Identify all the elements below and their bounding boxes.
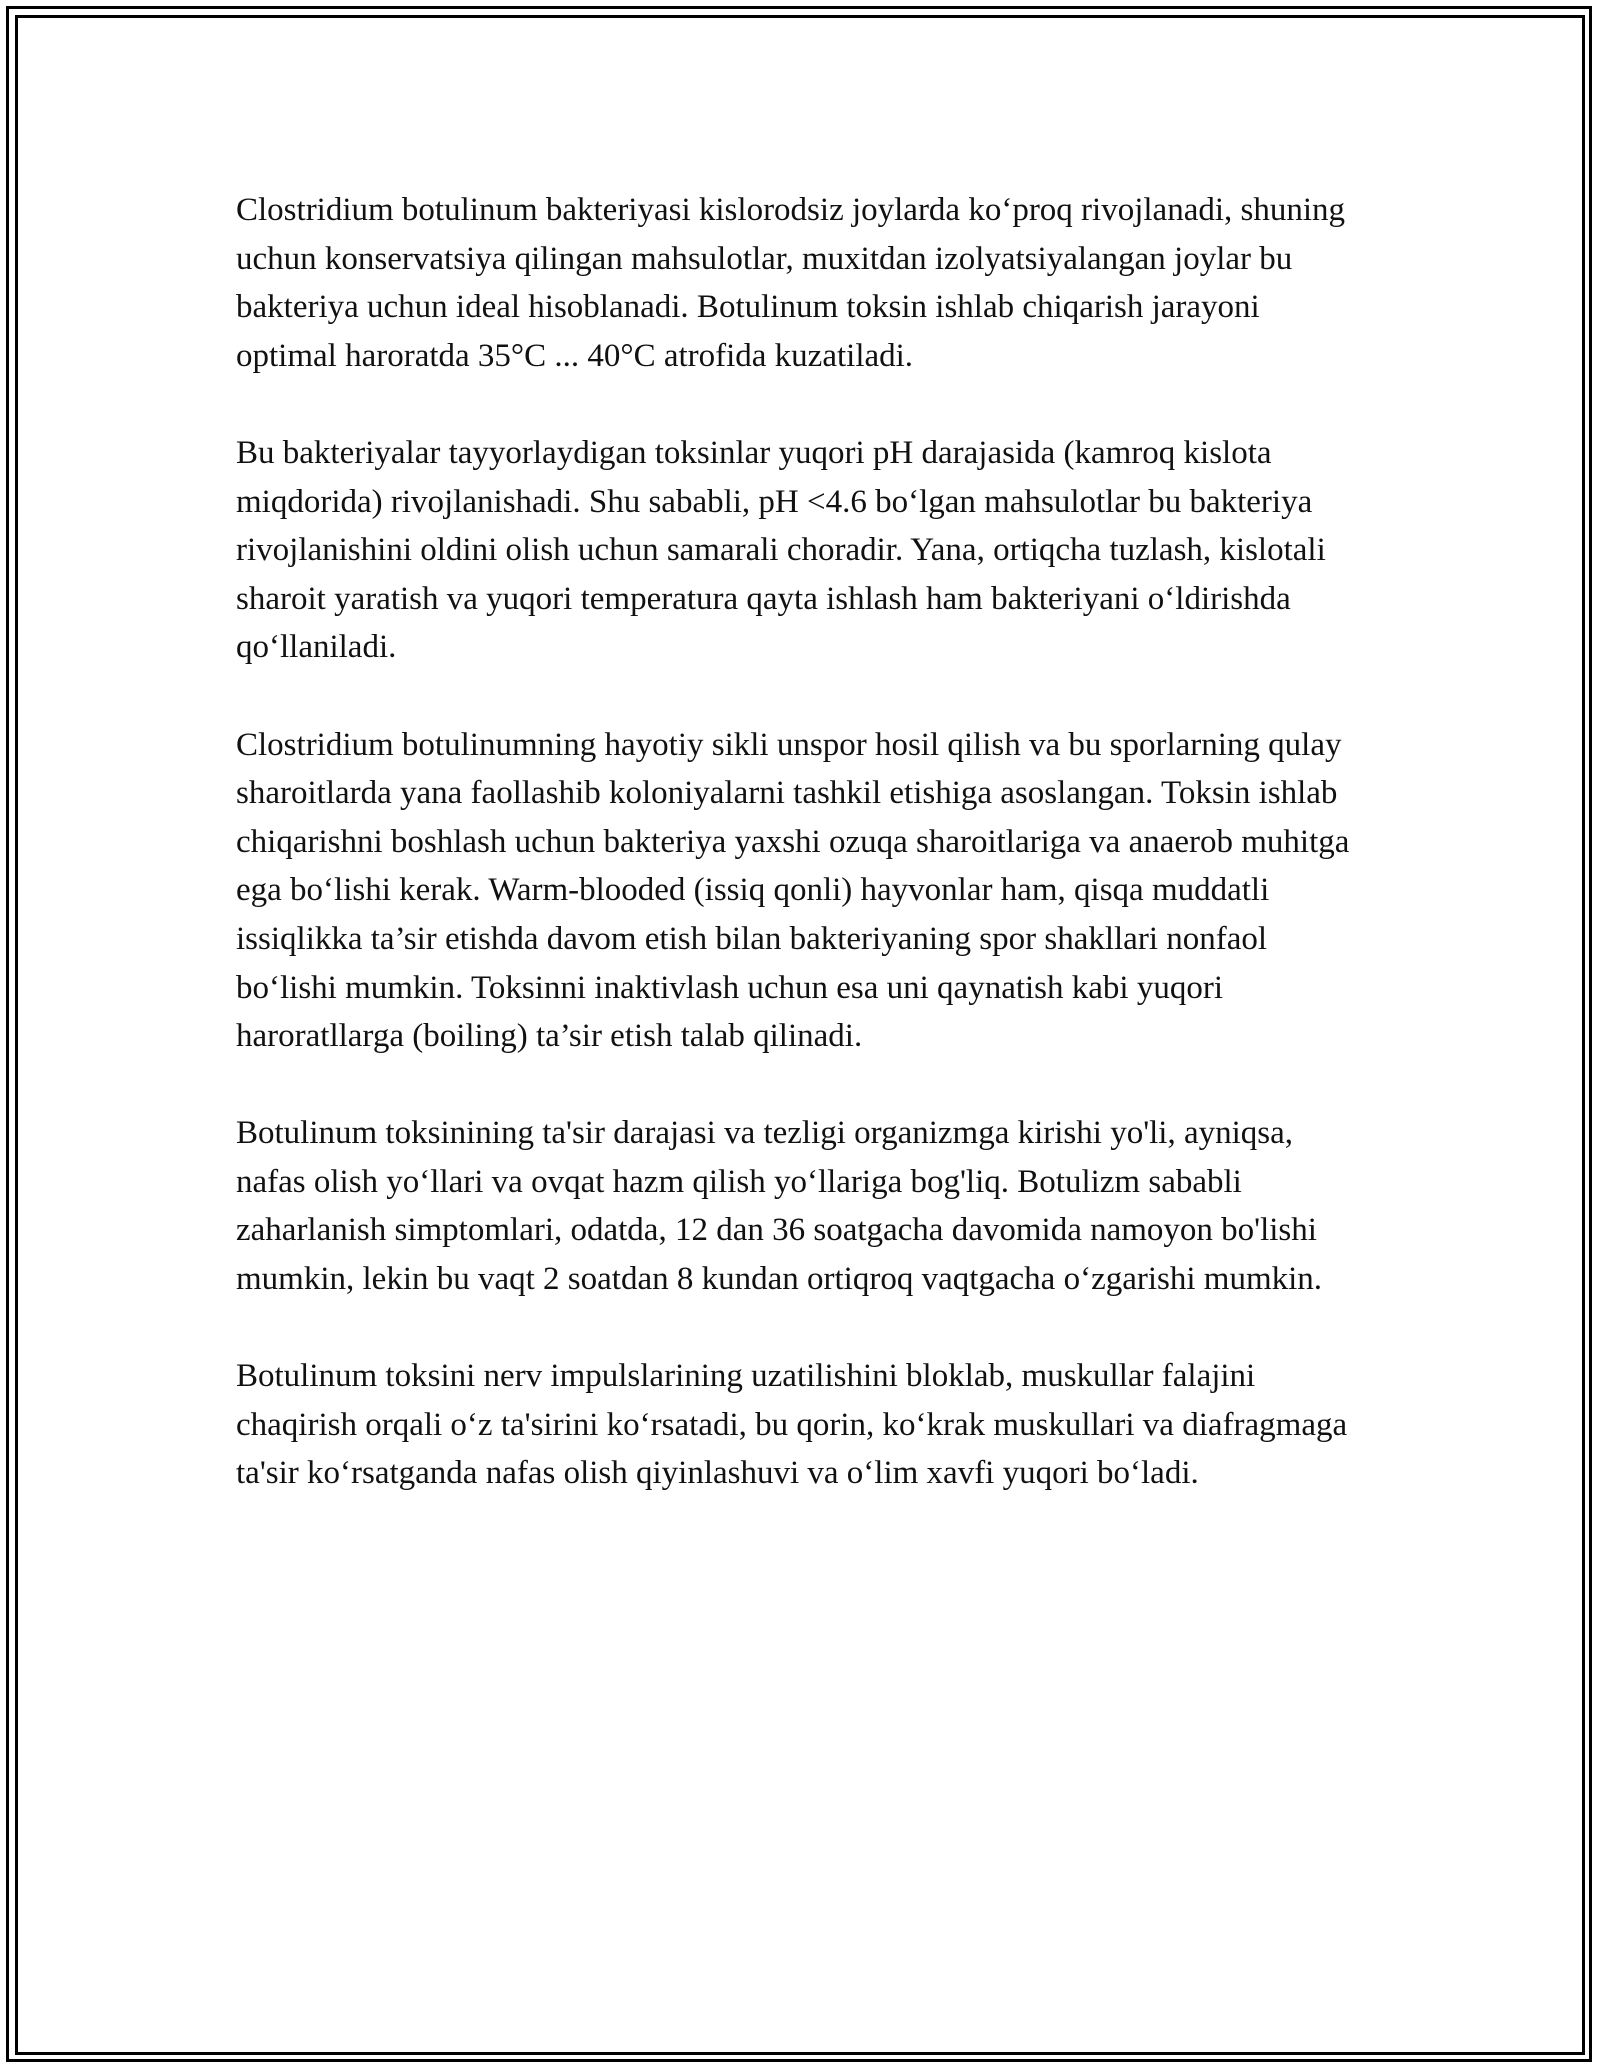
paragraph-3: Clostridium botulinumning hayotiy sikli unspor hosil qilish va bu sporlarning qulay sharoitlarda yana faollashib koloniyalarni tashkil etishiga asoslangan. Toksin ishlab chiqarishni boshlash uchun bakteriya yaxshi ozuqa sharoitlariga va anaerob muhitga ega bo‘lishi kerak. Warm-blooded (issiq qonli) hayvonlar ham, qisqa muddatli issiqlikka ta’sir etishda davom etish bilan bakteriyaning spor shakllari nonfaol bo‘lishi mumkin. Toksinni inaktivlash uchun esa uni qaynatish kabi yuqori haroratllarga (boiling) ta’sir etish talab qilinadi. bbox=[236, 726, 1350, 1055]
paragraph-5: Botulinum toksini nerv impulslarining uzatilishini bloklab, muskullar falajini chaqirish orqali o‘z ta'sirini ko‘rsatadi, bu qorin, ko‘krak muskullari va diafragmaga ta'sir ko‘rsatganda nafas olish qiyinlashuvi va o‘lim xavfi yuqori bo‘ladi. bbox=[236, 1358, 1348, 1492]
paragraph-2: Bu bakteriyalar tayyorlaydigan toksinlar yuqori pH darajasida (kamroq kislota miqdorida) rivojlanishadi. Shu sababli, pH <4.6 bo‘lgan mahsulotlar bu bakteriya rivojlanishini oldini olish uchun samarali choradir. Yana, ortiqcha tuzlash, kislotali sharoit yaratish va yuqori temperatura qayta ishlash ham bakteriyani o‘ldirishda qo‘llaniladi. bbox=[236, 434, 1326, 666]
paragraph-4: Botulinum toksinining ta'sir darajasi va tezligi organizmga kirishi yo'li, ayniqsa, nafas olish yo‘llari va ovqat hazm qilish yo‘llariga bog'liq. Botulizm sababli zaharlanish simptomlari, odatda, 12 dan 36 soatgacha davomida namoyon bo'lishi mumkin, lekin bu vaqt 2 soatdan 8 kundan ortiqroq vaqtgacha o‘zgarishi mumkin. bbox=[236, 1115, 1323, 1298]
document-body bbox=[236, 186, 1356, 1547]
paragraph-1: Clostridium botulinum bakteriyasi kislorodsiz joylarda ko‘proq rivojlanadi, shuning uchun konservatsiya qilingan mahsulotlar, muxitdan izolyatsiyalangan joylar bu bakteriya uchun ideal hisoblanadi. Botulinum toksin ishlab chiqarish jarayoni optimal haroratda 35°C ... 40°C atrofida kuzatiladi. bbox=[236, 192, 1346, 374]
